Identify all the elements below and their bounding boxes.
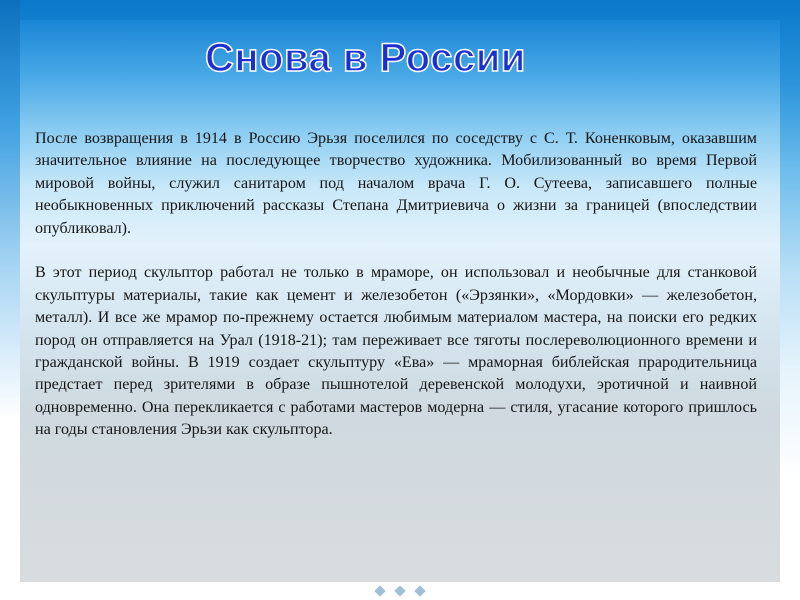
slide-title: Снова в России [205, 36, 526, 80]
paragraph-1: После возвращения в 1914 в Россию Эрьзя поселился по соседству с С. Т. Коненковым, оказавшим значительное влияние на последующее творчество художника. Мобилизованный во время Первой мировой войны, служил санитаром под началом врача Г. О. Сутеева, записавшего полные необыкновенных приключений рассказы Степана Дмитриевича о жизни за границей (впоследствии опубликовал). [35, 130, 757, 237]
diamond-icon [394, 585, 405, 596]
slide-body-text [35, 128, 757, 442]
diamond-icon [414, 585, 425, 596]
paragraph-2: В этот период скульптор работал не только в мраморе, он использовал и необычные для станковой скульптуры материалы, такие как цемент и железобетон («Эрзянки», «Мордовки» — железобетон, металл). И все же мрамор по-прежнему остается любимым материалом мастера, на поиски его редких пород он отправляется на Урал (1918-21); там переживает все тяготы послереволюционного времени и гражданской войны. В 1919 создает скульптуру «Ева» — мраморная библейская прародительница предстает перед зрителями в образе пышнотелой деревенской молодухи, эротичной и наивной одновременно. Она перекликается с работами мастеров модерна — стиля, угасание которого пришлось на годы становления Эрьзи как скульптора. [35, 264, 757, 439]
decorative-diamonds [330, 586, 470, 596]
left-decor-strip [0, 0, 20, 600]
diamond-icon [374, 585, 385, 596]
